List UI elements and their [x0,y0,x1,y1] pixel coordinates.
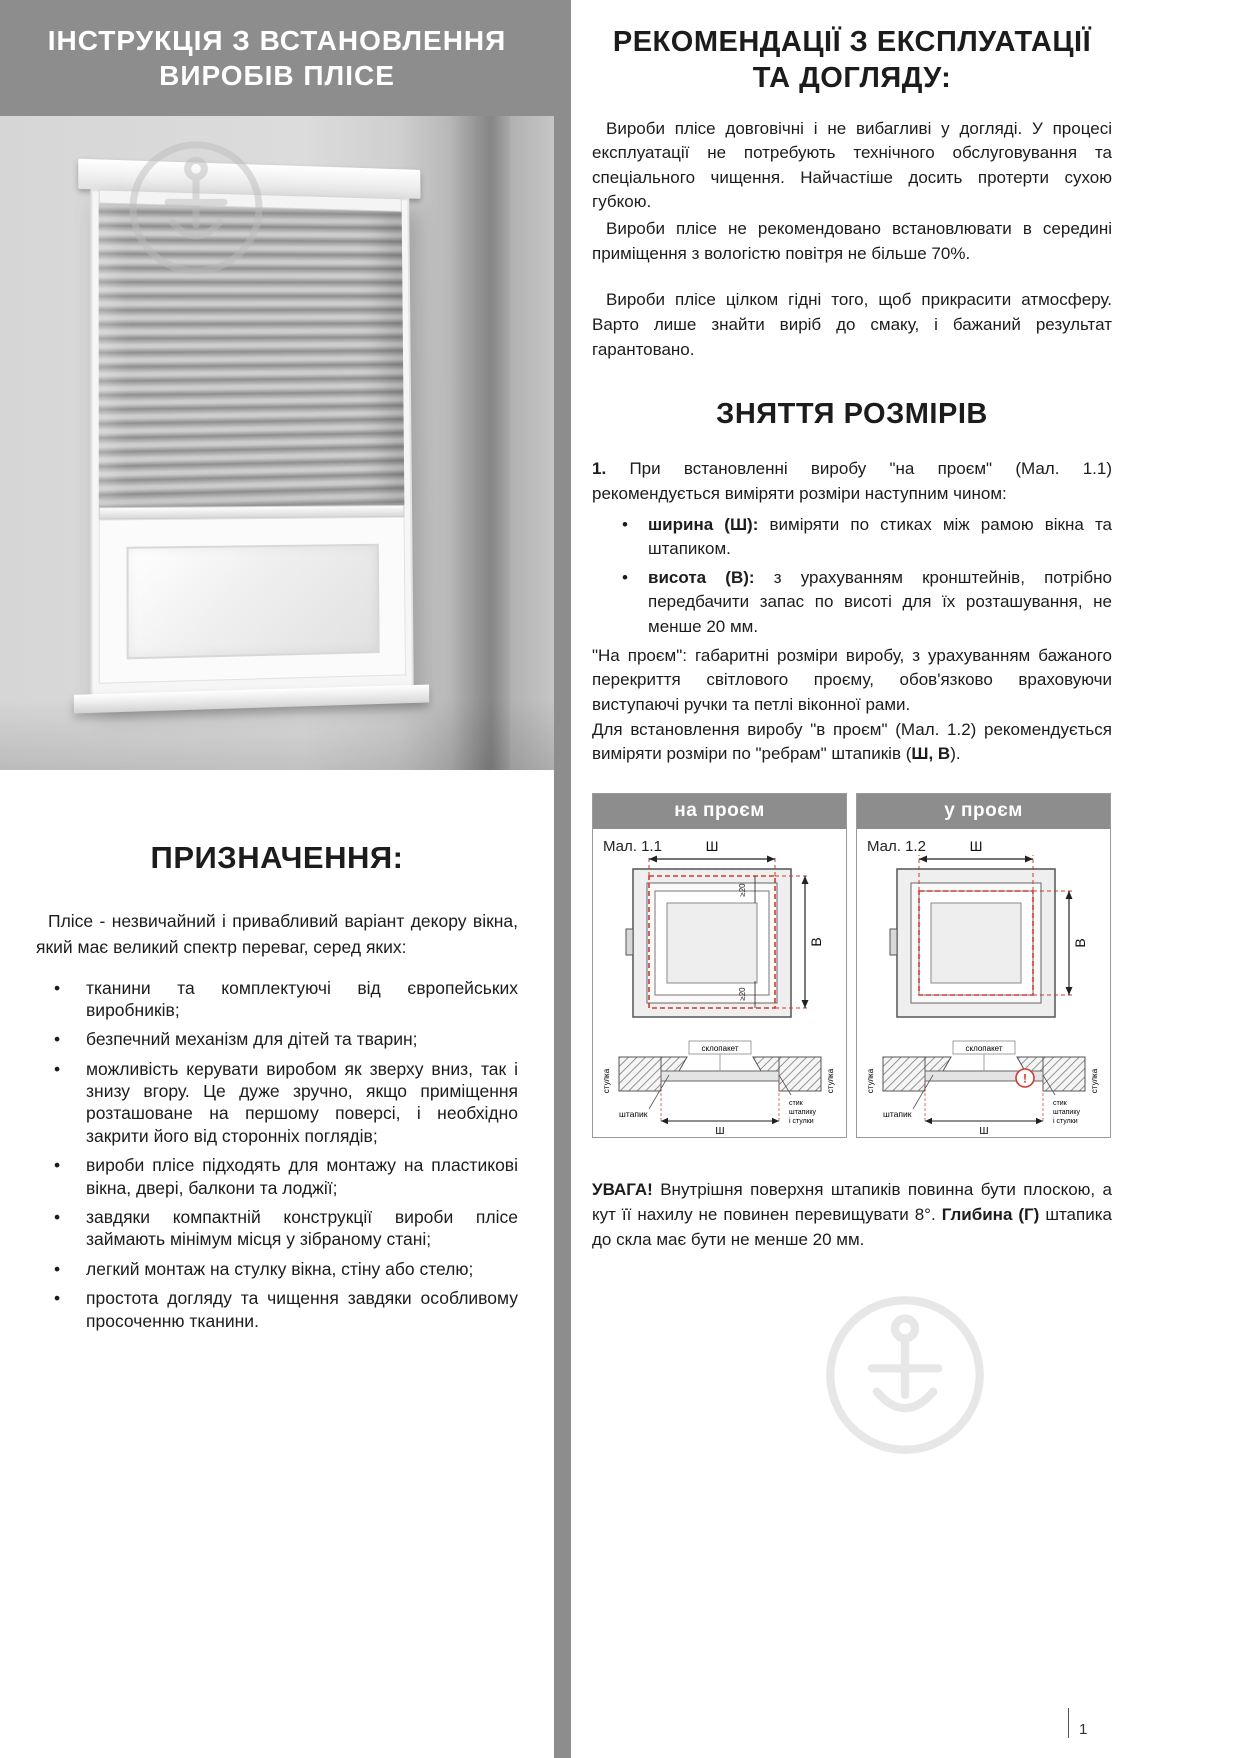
figure1-height-dimension [802,876,825,1008]
attention-depth-term: Глибина (Г) [941,1204,1040,1224]
list-item: • легкий монтаж на стулку вікна, стіну або стелю; [44,1258,518,1280]
list-item [620,513,1112,562]
purpose-section [0,770,554,1339]
window-lower-sash [99,517,406,684]
measure-intro-text: При встановленні виробу "на проєм" (Мал. 1.1) рекомендується виміряти розміри наступним чином: [592,459,1112,503]
floor-shadow [0,700,554,770]
height-dim-label: В [808,937,824,947]
width-term: ширина (Ш): [648,514,759,534]
width-dim-label: Ш [705,837,719,854]
height-dim-label: В [1072,938,1088,948]
width-dim-label: Ш [969,837,983,854]
feature-list [36,977,518,1332]
measurement-figures [592,793,1112,1138]
sash-label-left: стулка [866,1068,875,1094]
attention-text-2: штапика до скла має бути не менше 20 мм. [592,1204,1112,1249]
warning-mark: ! [1023,1071,1027,1086]
figure2-cross-section [866,1041,1099,1137]
min-note-top: ≥20 [738,883,747,897]
joint-label: штапику [1053,1108,1080,1116]
figure2-height-dimension [1066,891,1089,995]
measure-list [592,513,1112,640]
list-item: • безпечний механізм для дітей та тварин; [44,1028,518,1050]
measure-paragraph-1: "На проєм": габаритні розміри виробу, з урахуванням бажаного перекриття світлового проєму, обов'язково враховуючи виступаючі ручки та петлі віконної рами. [592,645,1112,715]
window-glass [126,544,379,660]
purpose-heading: ПРИЗНАЧЕННЯ: [150,840,404,875]
joint-label: стик [1053,1099,1067,1107]
figure2-label: Мал. 1.2 [867,837,926,855]
install-title-banner [0,0,554,116]
width-definition: виміряти по стиках між рамою вікна та штапиком. [648,514,1112,559]
height-term: висота (В): [648,567,755,587]
care-paragraph-1: Вироби плісе довговічні і не вибагливі у догляді. У процесі експлуатації не потребують технічного обслуговування та спеціального чищення. Найчастіше досить протерти сухою губкою. [592,118,1112,212]
pleated-blind [99,204,405,508]
measure-paragraph-2-pre: Для встановлення виробу "в проєм" (Мал. 1.2) рекомендується виміряти розміри по "ребрам" штапиків ( [592,719,1112,764]
purpose-intro: Плісе - незвичайний і привабливий варіант декору вікна, який має великий спектр переваг, серед яких: [36,911,518,958]
glazing-label: склопакет [965,1043,1003,1053]
figure1-window-drawing [626,869,791,1017]
measure-intro-number: 1. [592,459,607,479]
min-note-bottom: ≥20 [738,987,747,1001]
care-heading-line1: РЕКОМЕНДАЦІЇ З ЕКСПЛУАТАЦІЇ [612,26,1092,58]
brand-watermark-icon [822,1292,988,1458]
attention-text-1: Внутрішня поверхня штапиків повинна бути плоскою, а кут її нахилу не повинен перевищувати 8°. [592,1179,1112,1224]
figure1-header: на проєм [593,794,846,829]
sash-label-left: стулка [602,1068,611,1094]
care-paragraph-3: Вироби плісе цілком гідні того, щоб прикрасити атмосферу. Варто лише знайти виріб до смаку, і бажаний результат гарантовано. [592,290,1112,359]
page-number-value: 1 [1079,1721,1088,1738]
list-item: • вироби плісе підходять для монтажу на пластикові вікна, двері, балкони та лоджії; [44,1154,518,1199]
list-item: • завдяки компактній конструкції вироби плісе займають мінімум місця у зібраному стані; [44,1206,518,1251]
wall-corner-shadow [450,116,510,770]
joint-label: стик [789,1099,803,1107]
measure-heading: ЗНЯТТЯ РОЗМІРІВ [716,398,988,431]
list-item: • можливість керувати виробом як зверху вниз, так і знизу вгору. Це дуже зручно, якщо приміщення розташоване на першому поверсі, і необхідно закрити його від сторонніх поглядів; [44,1058,518,1148]
care-heading-line2: ТА ДОГЛЯДУ: [752,62,952,95]
attention-label: УВАГА! [592,1179,653,1199]
sash-label-right: стулка [1090,1068,1099,1094]
bead-label: штапик [619,1108,648,1119]
joint-label: штапику [789,1108,816,1116]
install-title-line2: ВИРОБІВ ПЛІСЕ [159,60,395,91]
measure-paragraph-2-post: ). [950,744,961,764]
sash-label-right: стулка [826,1068,835,1094]
height-definition: з урахуванням кронштейнів, потрібно передбачити запас по висоті для їх розташування, не менше 20 мм. [648,567,1112,637]
glazing-label: склопакет [701,1043,739,1053]
care-paragraph-2: Вироби плісе не рекомендовано встановлювати в середині приміщення з вологістю повітря не більше 70%. [592,219,1112,263]
measure-paragraph-2 [592,718,1112,767]
window-handle-icon [626,929,633,955]
right-column [592,0,1112,1270]
care-heading [592,24,1112,97]
measure-intro [592,457,1112,506]
install-title-line1: ІНСТРУКЦІЯ З ВСТАНОВЛЕННЯ [47,25,507,56]
figure-na-proem [592,793,847,1138]
column-divider [554,0,571,1758]
product-photo [0,116,554,770]
list-item: • простота догляду та чищення завдяки особливому просоченню тканини. [44,1287,518,1332]
joint-label: і стулки [1053,1117,1078,1125]
list-item [620,566,1112,640]
figure1-label: Мал. 1.1 [603,837,662,855]
figure1-cross-section [602,1041,835,1137]
page-number [1068,1708,1087,1738]
window-handle-icon [890,929,897,955]
section-width-label: Ш [715,1125,725,1137]
figure1-width-dimension [649,838,775,863]
measure-paragraph-2-bold: Ш, В [911,744,951,764]
window-render [90,159,414,731]
figure2-diagram [857,829,1110,1137]
list-item: • тканини та комплектуючі від європейських виробників; [44,977,518,1022]
attention-paragraph [592,1178,1112,1253]
figure2-header: у проєм [857,794,1110,829]
figure1-diagram [593,829,846,1137]
figure2-width-dimension [919,838,1033,863]
section-width-label: Ш [979,1125,989,1137]
joint-label: і стулки [789,1117,814,1125]
bead-label: штапик [883,1108,912,1119]
figure-u-proem [856,793,1111,1138]
